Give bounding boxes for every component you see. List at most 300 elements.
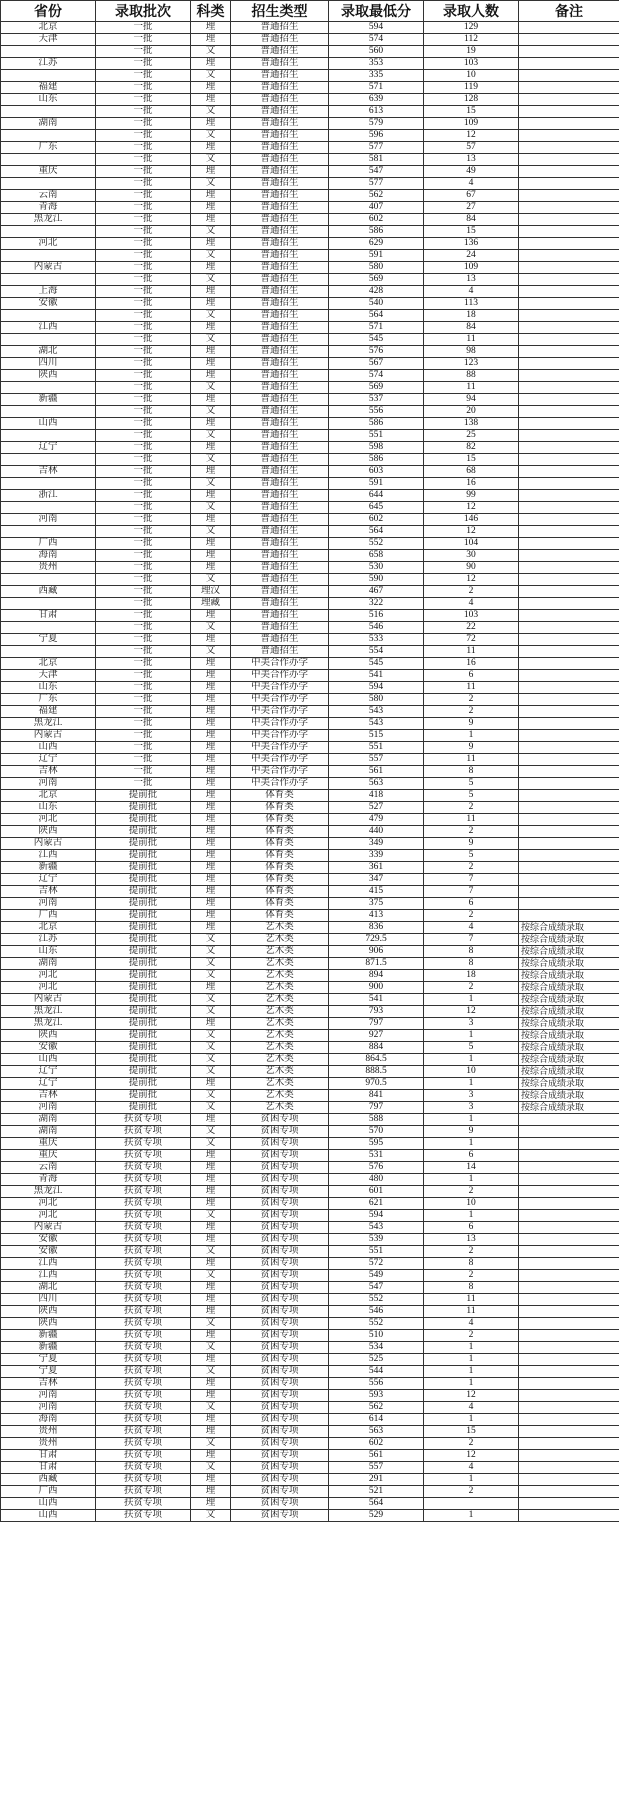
province-cell: 重庆 <box>1 166 96 178</box>
min-score-cell: 557 <box>329 1462 424 1474</box>
header-remarks: 备注 <box>519 1 619 22</box>
enroll-type-cell: 普通招生 <box>231 118 329 130</box>
admitted-count-cell: 1 <box>424 730 519 742</box>
province-cell: 河南 <box>1 514 96 526</box>
province-cell: 新疆 <box>1 394 96 406</box>
province-cell: 甘肃 <box>1 1450 96 1462</box>
table-row <box>1 778 619 790</box>
province-cell <box>1 130 96 142</box>
enroll-type-cell: 贫困专项 <box>231 1498 329 1510</box>
min-score-cell: 871.5 <box>329 958 424 970</box>
remarks-cell <box>519 622 619 634</box>
enroll-type-cell: 普通招生 <box>231 550 329 562</box>
enroll-type-cell: 贫困专项 <box>231 1294 329 1306</box>
admitted-count-cell: 2 <box>424 586 519 598</box>
batch-cell: 扶贫专项 <box>96 1186 191 1198</box>
batch-cell: 扶贫专项 <box>96 1462 191 1474</box>
province-cell: 云南 <box>1 1162 96 1174</box>
enroll-type-cell: 普通招生 <box>231 478 329 490</box>
table-row <box>1 934 619 946</box>
admitted-count-cell: 6 <box>424 1150 519 1162</box>
table-row <box>1 1126 619 1138</box>
enroll-type-cell: 艺术类 <box>231 1054 329 1066</box>
subject-cell: 文 <box>191 274 231 286</box>
min-score-cell: 900 <box>329 982 424 994</box>
table-row <box>1 826 619 838</box>
subject-cell: 理 <box>191 910 231 922</box>
batch-cell: 扶贫专项 <box>96 1450 191 1462</box>
admitted-count-cell: 19 <box>424 46 519 58</box>
province-cell: 黑龙江 <box>1 1186 96 1198</box>
remarks-cell <box>519 1426 619 1438</box>
subject-cell: 理 <box>191 202 231 214</box>
table-row <box>1 418 619 430</box>
admitted-count-cell: 15 <box>424 454 519 466</box>
batch-cell: 提前批 <box>96 802 191 814</box>
remarks-cell <box>519 298 619 310</box>
table-row <box>1 970 619 982</box>
remarks-cell <box>519 478 619 490</box>
admitted-count-cell: 7 <box>424 874 519 886</box>
subject-cell: 文 <box>191 1246 231 1258</box>
min-score-cell: 574 <box>329 34 424 46</box>
province-cell: 河北 <box>1 970 96 982</box>
subject-cell: 文 <box>191 46 231 58</box>
subject-cell: 文 <box>191 502 231 514</box>
enroll-type-cell: 贫困专项 <box>231 1354 329 1366</box>
min-score-cell: 516 <box>329 610 424 622</box>
admitted-count-cell: 8 <box>424 766 519 778</box>
admitted-count-cell: 128 <box>424 94 519 106</box>
subject-cell: 理 <box>191 610 231 622</box>
province-cell <box>1 454 96 466</box>
table-row <box>1 478 619 490</box>
table-row <box>1 1354 619 1366</box>
table-row <box>1 1198 619 1210</box>
batch-cell: 扶贫专项 <box>96 1138 191 1150</box>
table-row <box>1 34 619 46</box>
subject-cell: 理 <box>191 94 231 106</box>
province-cell: 云南 <box>1 190 96 202</box>
province-cell: 西藏 <box>1 1474 96 1486</box>
enroll-type-cell: 普通招生 <box>231 70 329 82</box>
enroll-type-cell: 贫困专项 <box>231 1114 329 1126</box>
remarks-cell <box>519 1162 619 1174</box>
table-body <box>1 22 619 1522</box>
min-score-cell: 596 <box>329 130 424 142</box>
remarks-cell <box>519 814 619 826</box>
province-cell: 河南 <box>1 898 96 910</box>
enroll-type-cell: 普通招生 <box>231 298 329 310</box>
admitted-count-cell: 16 <box>424 658 519 670</box>
table-row <box>1 1186 619 1198</box>
admitted-count-cell: 5 <box>424 850 519 862</box>
admitted-count-cell: 1 <box>424 1414 519 1426</box>
table-row <box>1 1438 619 1450</box>
min-score-cell: 580 <box>329 694 424 706</box>
admitted-count-cell: 7 <box>424 934 519 946</box>
min-score-cell: 571 <box>329 82 424 94</box>
admitted-count-cell: 2 <box>424 1486 519 1498</box>
min-score-cell: 551 <box>329 1246 424 1258</box>
remarks-cell <box>519 742 619 754</box>
min-score-cell: 543 <box>329 706 424 718</box>
province-cell: 安徽 <box>1 1246 96 1258</box>
remarks-cell <box>519 910 619 922</box>
min-score-cell: 556 <box>329 1378 424 1390</box>
table-row <box>1 1030 619 1042</box>
admitted-count-cell: 20 <box>424 406 519 418</box>
batch-cell: 一批 <box>96 730 191 742</box>
province-cell <box>1 478 96 490</box>
enroll-type-cell: 贫困专项 <box>231 1306 329 1318</box>
remarks-cell <box>519 850 619 862</box>
batch-cell: 提前批 <box>96 946 191 958</box>
enroll-type-cell: 体育类 <box>231 910 329 922</box>
enroll-type-cell: 中美合作办学 <box>231 754 329 766</box>
province-cell: 河南 <box>1 1102 96 1114</box>
subject-cell: 理 <box>191 850 231 862</box>
min-score-cell: 527 <box>329 802 424 814</box>
province-cell: 广东 <box>1 142 96 154</box>
batch-cell: 提前批 <box>96 994 191 1006</box>
remarks-cell <box>519 130 619 142</box>
enroll-type-cell: 艺术类 <box>231 958 329 970</box>
batch-cell: 一批 <box>96 238 191 250</box>
min-score-cell: 576 <box>329 346 424 358</box>
table-row <box>1 1078 619 1090</box>
province-cell <box>1 382 96 394</box>
table-row <box>1 1258 619 1270</box>
enroll-type-cell: 体育类 <box>231 802 329 814</box>
province-cell: 江西 <box>1 1270 96 1282</box>
subject-cell: 理 <box>191 1186 231 1198</box>
province-cell: 山东 <box>1 94 96 106</box>
enroll-type-cell: 普通招生 <box>231 262 329 274</box>
enroll-type-cell: 体育类 <box>231 886 329 898</box>
province-cell: 青海 <box>1 202 96 214</box>
remarks-cell: 按综合成绩录取 <box>519 1006 619 1018</box>
admitted-count-cell: 57 <box>424 142 519 154</box>
min-score-cell: 577 <box>329 178 424 190</box>
subject-cell: 理 <box>191 514 231 526</box>
enroll-type-cell: 体育类 <box>231 862 329 874</box>
enroll-type-cell: 普通招生 <box>231 214 329 226</box>
province-cell <box>1 334 96 346</box>
min-score-cell: 291 <box>329 1474 424 1486</box>
subject-cell: 理 <box>191 778 231 790</box>
batch-cell: 提前批 <box>96 958 191 970</box>
remarks-cell <box>519 670 619 682</box>
batch-cell: 一批 <box>96 130 191 142</box>
admitted-count-cell: 12 <box>424 1450 519 1462</box>
enroll-type-cell: 普通招生 <box>231 142 329 154</box>
batch-cell: 提前批 <box>96 814 191 826</box>
header-subject: 科类 <box>191 1 231 22</box>
enroll-type-cell: 普通招生 <box>231 106 329 118</box>
remarks-cell: 按综合成绩录取 <box>519 994 619 1006</box>
enroll-type-cell: 普通招生 <box>231 82 329 94</box>
subject-cell: 理 <box>191 1354 231 1366</box>
batch-cell: 提前批 <box>96 1066 191 1078</box>
subject-cell: 理 <box>191 718 231 730</box>
enroll-type-cell: 普通招生 <box>231 406 329 418</box>
min-score-cell: 621 <box>329 1198 424 1210</box>
enroll-type-cell: 艺术类 <box>231 1042 329 1054</box>
min-score-cell: 353 <box>329 58 424 70</box>
admitted-count-cell: 4 <box>424 598 519 610</box>
province-cell: 河北 <box>1 982 96 994</box>
admitted-count-cell: 104 <box>424 538 519 550</box>
province-cell: 湖南 <box>1 1126 96 1138</box>
subject-cell: 文 <box>191 1402 231 1414</box>
batch-cell: 扶贫专项 <box>96 1258 191 1270</box>
province-cell <box>1 574 96 586</box>
subject-cell: 文 <box>191 994 231 1006</box>
province-cell: 新疆 <box>1 1330 96 1342</box>
remarks-cell <box>519 166 619 178</box>
remarks-cell <box>519 190 619 202</box>
enroll-type-cell: 普通招生 <box>231 370 329 382</box>
table-row <box>1 58 619 70</box>
province-cell: 湖南 <box>1 1114 96 1126</box>
admitted-count-cell: 14 <box>424 1162 519 1174</box>
batch-cell: 一批 <box>96 274 191 286</box>
min-score-cell: 521 <box>329 1486 424 1498</box>
table-row <box>1 70 619 82</box>
header-enroll-type: 招生类型 <box>231 1 329 22</box>
province-cell: 山西 <box>1 742 96 754</box>
remarks-cell <box>519 238 619 250</box>
subject-cell: 文 <box>191 1030 231 1042</box>
remarks-cell <box>519 1222 619 1234</box>
province-cell <box>1 178 96 190</box>
admitted-count-cell: 12 <box>424 1006 519 1018</box>
min-score-cell: 551 <box>329 430 424 442</box>
remarks-cell <box>519 106 619 118</box>
enroll-type-cell: 贫困专项 <box>231 1198 329 1210</box>
subject-cell: 理 <box>191 886 231 898</box>
admitted-count-cell: 10 <box>424 70 519 82</box>
admitted-count-cell: 138 <box>424 418 519 430</box>
table-row <box>1 298 619 310</box>
remarks-cell <box>519 454 619 466</box>
remarks-cell <box>519 58 619 70</box>
province-cell: 北京 <box>1 22 96 34</box>
enroll-type-cell: 普通招生 <box>231 466 329 478</box>
subject-cell: 理藏 <box>191 598 231 610</box>
table-row <box>1 1474 619 1486</box>
enroll-type-cell: 贫困专项 <box>231 1282 329 1294</box>
min-score-cell: 564 <box>329 310 424 322</box>
batch-cell: 扶贫专项 <box>96 1354 191 1366</box>
table-row <box>1 166 619 178</box>
enroll-type-cell: 普通招生 <box>231 166 329 178</box>
min-score-cell: 561 <box>329 766 424 778</box>
subject-cell: 理 <box>191 1114 231 1126</box>
province-cell: 山西 <box>1 1498 96 1510</box>
batch-cell: 提前批 <box>96 1078 191 1090</box>
province-cell: 河南 <box>1 1390 96 1402</box>
batch-cell: 扶贫专项 <box>96 1282 191 1294</box>
province-cell: 陕西 <box>1 826 96 838</box>
enroll-type-cell: 艺术类 <box>231 922 329 934</box>
enroll-type-cell: 中美合作办学 <box>231 718 329 730</box>
min-score-cell: 529 <box>329 1510 424 1522</box>
table-row <box>1 178 619 190</box>
table-row <box>1 118 619 130</box>
enroll-type-cell: 贫困专项 <box>231 1270 329 1282</box>
table-row <box>1 814 619 826</box>
admitted-count-cell: 5 <box>424 790 519 802</box>
subject-cell: 理 <box>191 898 231 910</box>
min-score-cell: 639 <box>329 94 424 106</box>
province-cell: 天津 <box>1 670 96 682</box>
remarks-cell <box>519 1246 619 1258</box>
province-cell <box>1 646 96 658</box>
subject-cell: 理 <box>191 742 231 754</box>
enroll-type-cell: 贫困专项 <box>231 1186 329 1198</box>
admitted-count-cell: 2 <box>424 982 519 994</box>
province-cell: 黑龙江 <box>1 1006 96 1018</box>
remarks-cell <box>519 646 619 658</box>
batch-cell: 一批 <box>96 310 191 322</box>
table-row <box>1 1246 619 1258</box>
admitted-count-cell: 22 <box>424 622 519 634</box>
admitted-count-cell: 3 <box>424 1102 519 1114</box>
table-row <box>1 1114 619 1126</box>
subject-cell: 理 <box>191 1486 231 1498</box>
remarks-cell <box>519 1138 619 1150</box>
remarks-cell <box>519 1174 619 1186</box>
batch-cell: 一批 <box>96 70 191 82</box>
subject-cell: 理 <box>191 1330 231 1342</box>
min-score-cell: 598 <box>329 442 424 454</box>
remarks-cell <box>519 262 619 274</box>
table-row <box>1 142 619 154</box>
min-score-cell: 541 <box>329 994 424 1006</box>
min-score-cell: 549 <box>329 1270 424 1282</box>
min-score-cell: 545 <box>329 334 424 346</box>
batch-cell: 提前批 <box>96 862 191 874</box>
min-score-cell: 515 <box>329 730 424 742</box>
subject-cell: 理 <box>191 1282 231 1294</box>
batch-cell: 一批 <box>96 562 191 574</box>
table-row <box>1 1390 619 1402</box>
subject-cell: 理 <box>191 466 231 478</box>
subject-cell: 理 <box>191 322 231 334</box>
min-score-cell: 545 <box>329 658 424 670</box>
admitted-count-cell: 112 <box>424 34 519 46</box>
admitted-count-cell: 2 <box>424 1186 519 1198</box>
admitted-count-cell: 136 <box>424 238 519 250</box>
subject-cell: 理 <box>191 346 231 358</box>
min-score-cell: 579 <box>329 118 424 130</box>
min-score-cell: 580 <box>329 262 424 274</box>
batch-cell: 扶贫专项 <box>96 1366 191 1378</box>
province-cell: 湖北 <box>1 346 96 358</box>
batch-cell: 一批 <box>96 658 191 670</box>
min-score-cell: 560 <box>329 46 424 58</box>
header-admitted-count: 录取人数 <box>424 1 519 22</box>
admitted-count-cell: 103 <box>424 610 519 622</box>
admitted-count-cell: 15 <box>424 1426 519 1438</box>
batch-cell: 一批 <box>96 742 191 754</box>
enroll-type-cell: 中美合作办学 <box>231 658 329 670</box>
batch-cell: 一批 <box>96 622 191 634</box>
province-cell <box>1 502 96 514</box>
province-cell: 江西 <box>1 1258 96 1270</box>
province-cell: 湖南 <box>1 958 96 970</box>
admitted-count-cell: 129 <box>424 22 519 34</box>
min-score-cell: 562 <box>329 190 424 202</box>
batch-cell: 一批 <box>96 346 191 358</box>
table-row <box>1 1450 619 1462</box>
admitted-count-cell: 9 <box>424 1126 519 1138</box>
subject-cell: 理 <box>191 1294 231 1306</box>
min-score-cell: 541 <box>329 670 424 682</box>
batch-cell: 扶贫专项 <box>96 1150 191 1162</box>
enroll-type-cell: 普通招生 <box>231 94 329 106</box>
admitted-count-cell: 4 <box>424 1462 519 1474</box>
remarks-cell <box>519 586 619 598</box>
enroll-type-cell: 艺术类 <box>231 1018 329 1030</box>
admitted-count-cell: 82 <box>424 442 519 454</box>
subject-cell: 文 <box>191 1138 231 1150</box>
admitted-count-cell: 12 <box>424 1390 519 1402</box>
admitted-count-cell: 9 <box>424 718 519 730</box>
province-cell <box>1 154 96 166</box>
subject-cell: 理 <box>191 1258 231 1270</box>
min-score-cell: 793 <box>329 1006 424 1018</box>
subject-cell: 理 <box>191 34 231 46</box>
remarks-cell <box>519 22 619 34</box>
min-score-cell: 927 <box>329 1030 424 1042</box>
batch-cell: 一批 <box>96 466 191 478</box>
province-cell: 黑龙江 <box>1 214 96 226</box>
header-province: 省份 <box>1 1 96 22</box>
subject-cell: 理 <box>191 1150 231 1162</box>
min-score-cell: 349 <box>329 838 424 850</box>
enroll-type-cell: 普通招生 <box>231 514 329 526</box>
remarks-cell <box>519 1114 619 1126</box>
enroll-type-cell: 中美合作办学 <box>231 742 329 754</box>
remarks-cell <box>519 1378 619 1390</box>
batch-cell: 扶贫专项 <box>96 1378 191 1390</box>
min-score-cell: 480 <box>329 1174 424 1186</box>
admitted-count-cell: 1 <box>424 994 519 1006</box>
min-score-cell: 658 <box>329 550 424 562</box>
batch-cell: 提前批 <box>96 826 191 838</box>
batch-cell: 一批 <box>96 574 191 586</box>
enroll-type-cell: 普通招生 <box>231 394 329 406</box>
min-score-cell: 603 <box>329 466 424 478</box>
min-score-cell: 537 <box>329 394 424 406</box>
admitted-count-cell: 11 <box>424 1294 519 1306</box>
min-score-cell: 543 <box>329 1222 424 1234</box>
province-cell: 山东 <box>1 946 96 958</box>
min-score-cell: 418 <box>329 790 424 802</box>
batch-cell: 提前批 <box>96 1054 191 1066</box>
min-score-cell: 602 <box>329 214 424 226</box>
remarks-cell <box>519 82 619 94</box>
table-row <box>1 694 619 706</box>
remarks-cell <box>519 226 619 238</box>
subject-cell: 理 <box>191 1450 231 1462</box>
enroll-type-cell: 普通招生 <box>231 598 329 610</box>
batch-cell: 一批 <box>96 286 191 298</box>
batch-cell: 提前批 <box>96 1018 191 1030</box>
